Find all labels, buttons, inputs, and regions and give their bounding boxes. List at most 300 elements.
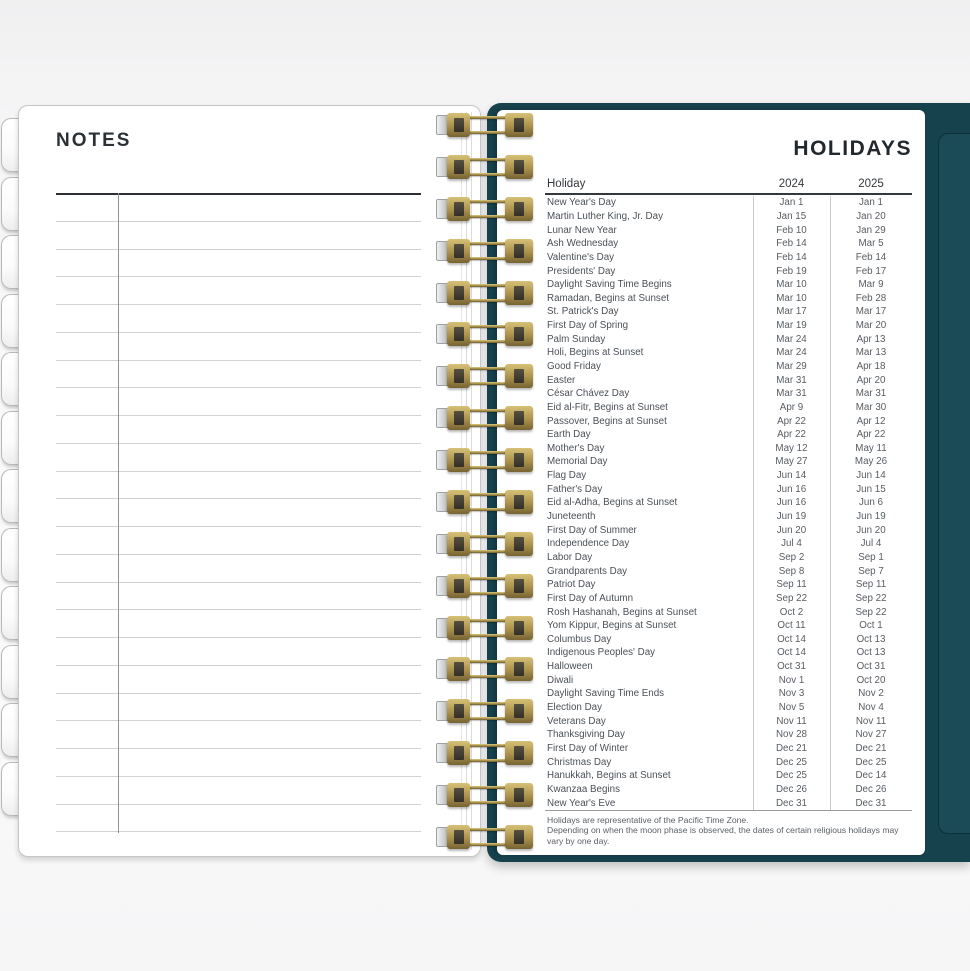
holiday-table-header — [545, 178, 912, 192]
holiday-name: Grandparents Day — [547, 565, 628, 577]
holiday-name: Easter — [547, 374, 576, 386]
ruled-line — [56, 831, 421, 832]
holiday-y2024: Oct 14 — [777, 647, 806, 659]
coil-part — [454, 704, 464, 718]
coil-part — [447, 657, 470, 681]
holiday-name: Passover, Begins at Sunset — [547, 415, 667, 427]
coil-part — [454, 537, 464, 551]
holiday-y2024: Apr 9 — [779, 401, 804, 413]
holiday-row — [545, 482, 912, 496]
coil-part — [454, 327, 464, 341]
holiday-y2025: Jun 14 — [856, 470, 886, 482]
holiday-name: New Year's Eve — [547, 797, 616, 809]
holiday-name: Valentine's Day — [547, 251, 615, 263]
holiday-y2024: Feb 19 — [776, 265, 807, 277]
header-2024: 2024 — [778, 178, 805, 190]
holiday-row — [545, 510, 912, 524]
holiday-name: Holi, Begins at Sunset — [547, 347, 644, 359]
holiday-row — [545, 592, 912, 606]
coil-part — [514, 621, 524, 635]
binding-coil — [436, 321, 538, 347]
holiday-name: Rosh Hashanah, Begins at Sunset — [547, 606, 697, 618]
coil-part — [454, 411, 464, 425]
coil-part — [447, 406, 470, 430]
ruled-line — [56, 748, 421, 749]
holiday-y2025: Nov 4 — [858, 702, 884, 714]
binding-coil — [436, 447, 538, 473]
holiday-y2025: Dec 21 — [855, 742, 887, 754]
ruled-line — [56, 443, 421, 444]
holidays-page-title: HOLIDAYS — [793, 137, 912, 160]
coil-part — [454, 788, 464, 802]
coil-part — [505, 741, 533, 765]
holiday-y2025: Apr 13 — [856, 333, 886, 345]
holiday-name: Flag Day — [547, 470, 587, 482]
holiday-y2025: Jun 19 — [856, 511, 886, 523]
holiday-y2024: Oct 2 — [779, 606, 804, 618]
binding-coil — [436, 615, 538, 641]
ruled-line — [56, 221, 421, 222]
binding-coil — [436, 280, 538, 306]
holiday-name: Kwanzaa Begins — [547, 783, 620, 795]
holiday-name: Yom Kippur, Begins at Sunset — [547, 620, 677, 632]
ruled-line — [56, 720, 421, 721]
coil-part — [454, 160, 464, 174]
holiday-name: Thanksgiving Day — [547, 729, 625, 741]
holiday-name: Patriot Day — [547, 579, 596, 591]
holiday-y2025: Jul 4 — [860, 538, 882, 550]
coil-part — [447, 490, 470, 514]
holiday-y2024: May 12 — [775, 442, 808, 454]
holiday-y2025: Mar 13 — [855, 347, 887, 359]
holiday-y2024: Jan 15 — [776, 210, 807, 222]
holiday-row — [545, 428, 912, 442]
holiday-row — [545, 673, 912, 687]
coil-part — [447, 699, 470, 723]
holiday-y2025: Mar 20 — [855, 320, 887, 332]
binding-coil — [436, 740, 538, 766]
ruled-line — [56, 609, 421, 610]
holiday-y2025: Nov 27 — [855, 729, 887, 741]
holiday-y2024: Oct 31 — [777, 661, 806, 673]
holiday-y2024: Sep 11 — [776, 579, 807, 591]
holiday-y2024: Oct 14 — [777, 633, 806, 645]
holidays-page — [497, 110, 925, 855]
coil-part — [514, 579, 524, 593]
holiday-y2024: Nov 11 — [776, 715, 807, 727]
binding-coil — [436, 363, 538, 389]
coil-part — [505, 783, 533, 807]
holiday-y2024: Mar 24 — [776, 347, 807, 359]
coil-part — [514, 160, 524, 174]
holiday-y2024: Feb 10 — [776, 224, 807, 236]
coil-part — [454, 202, 464, 216]
holiday-row — [545, 332, 912, 346]
holiday-name: First Day of Autumn — [547, 592, 634, 604]
binding-coil — [436, 489, 538, 515]
holiday-y2025: Sep 7 — [858, 565, 884, 577]
coil-part — [454, 118, 464, 132]
holiday-name: Columbus Day — [547, 633, 612, 645]
holiday-y2025: Oct 31 — [856, 661, 886, 673]
binding-coil — [436, 112, 538, 138]
holiday-y2025: Oct 13 — [856, 647, 886, 659]
spiral-binding — [436, 0, 538, 971]
holiday-row — [545, 646, 912, 660]
holiday-y2024: Feb 14 — [776, 251, 807, 263]
coil-part — [447, 239, 470, 263]
holiday-y2024: Mar 19 — [776, 320, 807, 332]
holiday-y2025: Jun 20 — [856, 524, 886, 536]
holiday-y2024: Sep 2 — [778, 551, 805, 563]
holiday-y2025: Dec 26 — [855, 783, 887, 795]
holiday-y2025: Oct 13 — [856, 633, 886, 645]
holiday-y2025: Apr 12 — [856, 415, 886, 427]
coil-part — [514, 118, 524, 132]
holiday-y2024: Mar 17 — [776, 306, 807, 318]
ruled-line — [56, 471, 421, 472]
holiday-y2025: Feb 28 — [855, 292, 887, 304]
back-cover-edge — [938, 133, 970, 834]
binding-coil — [436, 698, 538, 724]
binding-coil — [436, 196, 538, 222]
holiday-name: Earth Day — [547, 429, 591, 441]
coil-part — [514, 327, 524, 341]
holiday-row — [545, 714, 912, 728]
holiday-name: Indigenous Peoples' Day — [547, 647, 656, 659]
ruled-line — [56, 276, 421, 277]
holiday-name: César Chávez Day — [547, 388, 630, 400]
holiday-name: First Day of Spring — [547, 320, 629, 332]
coil-part — [447, 616, 470, 640]
ruled-line — [56, 332, 421, 333]
notes-page — [18, 105, 481, 857]
holiday-y2025: Dec 14 — [855, 770, 887, 782]
holiday-y2025: Oct 20 — [856, 674, 886, 686]
ruled-line — [56, 249, 421, 250]
holiday-y2024: Jun 16 — [776, 483, 807, 495]
holiday-y2024: Jun 16 — [776, 497, 807, 509]
holiday-y2024: Mar 29 — [776, 361, 807, 372]
holiday-y2025: Jan 29 — [856, 224, 886, 236]
coil-part — [505, 197, 533, 221]
holiday-name: St. Patrick's Day — [547, 306, 619, 318]
holiday-row — [545, 523, 912, 537]
coil-part — [447, 197, 470, 221]
holiday-y2025: May 26 — [854, 456, 888, 468]
coil-part — [514, 746, 524, 760]
holiday-y2024: Jun 14 — [776, 470, 807, 482]
holiday-y2024: Sep 22 — [775, 592, 808, 604]
footnote-line: Depending on when the moon phase is observed, the dates of certain religious holidays may — [547, 825, 899, 836]
holiday-y2025: Dec 25 — [855, 756, 887, 768]
holiday-row — [545, 660, 912, 674]
coil-part — [505, 490, 533, 514]
footnote-line: Holidays are representative of the Pacific Time Zone. — [547, 815, 749, 825]
binding-coil — [436, 573, 538, 599]
holiday-row — [545, 564, 912, 578]
holiday-row — [545, 605, 912, 619]
holiday-y2025: Oct 1 — [859, 620, 883, 632]
holiday-y2025: Mar 31 — [855, 388, 887, 400]
holiday-name: Mother's Day — [547, 442, 605, 454]
coil-part — [505, 239, 533, 263]
ruled-line — [56, 360, 421, 361]
holiday-y2024: Jun 19 — [776, 511, 807, 523]
holiday-name: Independence Day — [547, 538, 630, 550]
notes-page-title: NOTES — [56, 130, 132, 151]
coil-part — [514, 704, 524, 718]
binding-coil — [436, 238, 538, 264]
holiday-row — [545, 783, 912, 797]
coil-part — [505, 281, 533, 305]
coil-part — [447, 113, 470, 137]
holiday-y2025: Sep 1 — [858, 551, 884, 563]
coil-part — [514, 537, 524, 551]
ruled-line — [56, 304, 421, 305]
ruled-line — [56, 804, 421, 805]
holiday-row — [545, 305, 912, 319]
holiday-row — [545, 728, 912, 742]
holiday-row — [545, 742, 912, 756]
holiday-row — [545, 769, 912, 783]
holiday-y2024: Jul 4 — [781, 538, 802, 550]
holiday-name: Halloween — [547, 661, 593, 673]
holiday-y2024: Nov 5 — [778, 702, 805, 714]
holiday-row — [545, 687, 912, 701]
holiday-row — [545, 551, 912, 565]
holiday-row — [545, 264, 912, 278]
holiday-name: Election Day — [547, 702, 602, 714]
holiday-row — [545, 537, 912, 551]
holiday-name: Juneteenth — [547, 511, 596, 523]
holiday-name: Ash Wednesday — [547, 238, 619, 250]
holidays-footnote — [547, 815, 919, 846]
coil-part — [505, 699, 533, 723]
notes-margin-line — [118, 193, 119, 833]
coil-part — [514, 411, 524, 425]
holiday-y2024: May 27 — [775, 456, 808, 468]
holiday-row — [545, 414, 912, 428]
holiday-y2025: Nov 11 — [855, 715, 887, 727]
coil-part — [454, 746, 464, 760]
holiday-name: Daylight Saving Time Begins — [547, 279, 672, 291]
holiday-row — [545, 360, 912, 374]
holiday-y2025: Jun 15 — [856, 483, 886, 495]
holiday-y2024: Mar 10 — [776, 279, 807, 291]
coil-part — [514, 202, 524, 216]
holiday-row — [545, 796, 912, 810]
coil-part — [447, 574, 470, 598]
ruled-line — [56, 387, 421, 388]
holiday-row — [545, 237, 912, 251]
holiday-row — [545, 387, 912, 401]
holiday-y2025: Dec 31 — [855, 797, 887, 809]
holiday-row — [545, 619, 912, 633]
holiday-name: Presidents' Day — [547, 265, 616, 277]
ruled-line — [56, 415, 421, 416]
holiday-y2025: Sep 11 — [855, 579, 887, 591]
holiday-name: Lunar New Year — [547, 224, 617, 236]
holiday-name: Veterans Day — [547, 715, 606, 727]
holiday-y2025: Mar 9 — [858, 279, 884, 291]
coil-part — [505, 574, 533, 598]
table-bottom-line — [545, 810, 912, 811]
coil-part — [505, 657, 533, 681]
ruled-lines — [56, 106, 421, 858]
coil-part — [514, 286, 524, 300]
holiday-name: Hanukkah, Begins at Sunset — [547, 770, 671, 782]
holiday-row — [545, 210, 912, 224]
holiday-y2024: Mar 31 — [776, 374, 807, 386]
coil-part — [447, 532, 470, 556]
holiday-row — [545, 469, 912, 483]
binding-coil — [436, 782, 538, 808]
footnote-line: vary by one day. — [547, 835, 610, 846]
holiday-row — [545, 251, 912, 265]
holiday-name: Ramadan, Begins at Sunset — [547, 292, 669, 304]
holiday-name: Christmas Day — [547, 756, 612, 768]
holiday-y2025: Nov 2 — [858, 688, 884, 700]
holiday-y2025: Jun 6 — [859, 497, 883, 509]
holiday-y2024: Dec 21 — [775, 742, 808, 754]
coil-part — [505, 113, 533, 137]
holiday-name: Eid al-Adha, Begins at Sunset — [547, 497, 678, 509]
ruled-line — [56, 665, 421, 666]
coil-part — [454, 579, 464, 593]
holiday-name: First Day of Summer — [547, 524, 637, 536]
holiday-y2024: Mar 31 — [776, 388, 807, 400]
ruled-line — [56, 582, 421, 583]
binding-coil — [436, 824, 538, 850]
holiday-row — [545, 319, 912, 333]
holiday-name: Labor Day — [547, 551, 593, 563]
holiday-y2024: Mar 24 — [776, 333, 807, 345]
header-2025: 2025 — [858, 178, 884, 190]
holiday-name: Memorial Day — [547, 456, 608, 468]
ruled-line — [56, 776, 421, 777]
coil-part — [454, 621, 464, 635]
holiday-row — [545, 196, 912, 210]
binding-coil — [436, 154, 538, 180]
coil-part — [454, 369, 464, 383]
holiday-row — [545, 496, 912, 510]
holiday-y2025: Apr 20 — [856, 374, 886, 386]
holiday-y2024: Nov 1 — [778, 674, 805, 686]
holiday-y2025: Jan 1 — [859, 197, 883, 209]
holiday-y2024: Sep 8 — [778, 565, 805, 577]
holiday-name: Martin Luther King, Jr. Day — [547, 210, 663, 222]
coil-part — [447, 783, 470, 807]
holiday-y2024: Dec 26 — [775, 783, 808, 795]
holiday-row — [545, 291, 912, 305]
coil-part — [447, 155, 470, 179]
coil-part — [447, 281, 470, 305]
holiday-y2025: Feb 14 — [855, 251, 887, 263]
holiday-y2024: Mar 10 — [776, 292, 807, 304]
holiday-y2024: Dec 25 — [775, 770, 808, 782]
holiday-row — [545, 401, 912, 415]
coil-part — [505, 364, 533, 388]
coil-part — [514, 453, 524, 467]
holiday-y2024: Jun 20 — [776, 524, 807, 536]
holiday-row — [545, 633, 912, 647]
holiday-name: First Day of Winter — [547, 742, 629, 754]
holiday-y2025: Mar 17 — [855, 306, 887, 318]
ruled-line — [56, 637, 421, 638]
holiday-row — [545, 346, 912, 360]
holiday-y2025: May 11 — [855, 442, 887, 454]
coil-part — [454, 286, 464, 300]
coil-part — [454, 495, 464, 509]
header-holiday: Holiday — [547, 178, 586, 190]
coil-part — [505, 322, 533, 346]
coil-part — [505, 406, 533, 430]
coil-part — [505, 616, 533, 640]
holiday-row — [545, 442, 912, 456]
holiday-y2024: Apr 22 — [777, 415, 806, 427]
holiday-y2025: Apr 22 — [856, 429, 886, 441]
holiday-row — [545, 578, 912, 592]
coil-part — [447, 741, 470, 765]
coil-part — [514, 788, 524, 802]
holiday-name: Eid al-Fitr, Begins at Sunset — [547, 401, 668, 413]
coil-part — [454, 830, 464, 844]
coil-part — [505, 532, 533, 556]
binding-coil — [436, 656, 538, 682]
holiday-row — [545, 373, 912, 387]
coil-part — [505, 155, 533, 179]
holiday-y2024: Nov 28 — [775, 729, 808, 741]
ruled-line — [56, 554, 421, 555]
binding-coil — [436, 531, 538, 557]
coil-part — [447, 364, 470, 388]
holiday-row — [545, 278, 912, 292]
holiday-y2025: Mar 30 — [855, 401, 887, 413]
holiday-name: New Year's Day — [547, 197, 616, 209]
coil-part — [505, 448, 533, 472]
holiday-y2024: Dec 31 — [775, 797, 808, 809]
coil-part — [447, 825, 470, 849]
coil-part — [514, 830, 524, 844]
binding-coil — [436, 405, 538, 431]
coil-part — [514, 369, 524, 383]
holiday-row — [545, 755, 912, 769]
ruled-line — [56, 498, 421, 499]
holiday-y2025: Sep 22 — [855, 606, 887, 618]
holiday-row — [545, 701, 912, 715]
coil-part — [514, 495, 524, 509]
holiday-y2024: Feb 14 — [776, 238, 807, 250]
holiday-y2025: Sep 22 — [855, 592, 887, 604]
coil-part — [454, 453, 464, 467]
holiday-name: Daylight Saving Time Ends — [547, 688, 665, 700]
holiday-name: Diwali — [547, 674, 574, 686]
holiday-y2024: Dec 25 — [775, 756, 808, 768]
holiday-y2025: Feb 17 — [855, 265, 887, 277]
holiday-name: Father's Day — [547, 483, 603, 495]
holiday-y2024: Jan 1 — [779, 197, 804, 209]
holiday-name: Good Friday — [547, 361, 601, 372]
ruled-line — [56, 526, 421, 527]
coil-part — [514, 662, 524, 676]
header-underline — [545, 193, 912, 195]
holiday-row — [545, 455, 912, 469]
holiday-name: Palm Sunday — [547, 333, 606, 345]
holiday-y2025: Apr 18 — [856, 361, 886, 372]
holiday-y2025: Mar 5 — [858, 238, 884, 250]
coil-part — [454, 244, 464, 258]
